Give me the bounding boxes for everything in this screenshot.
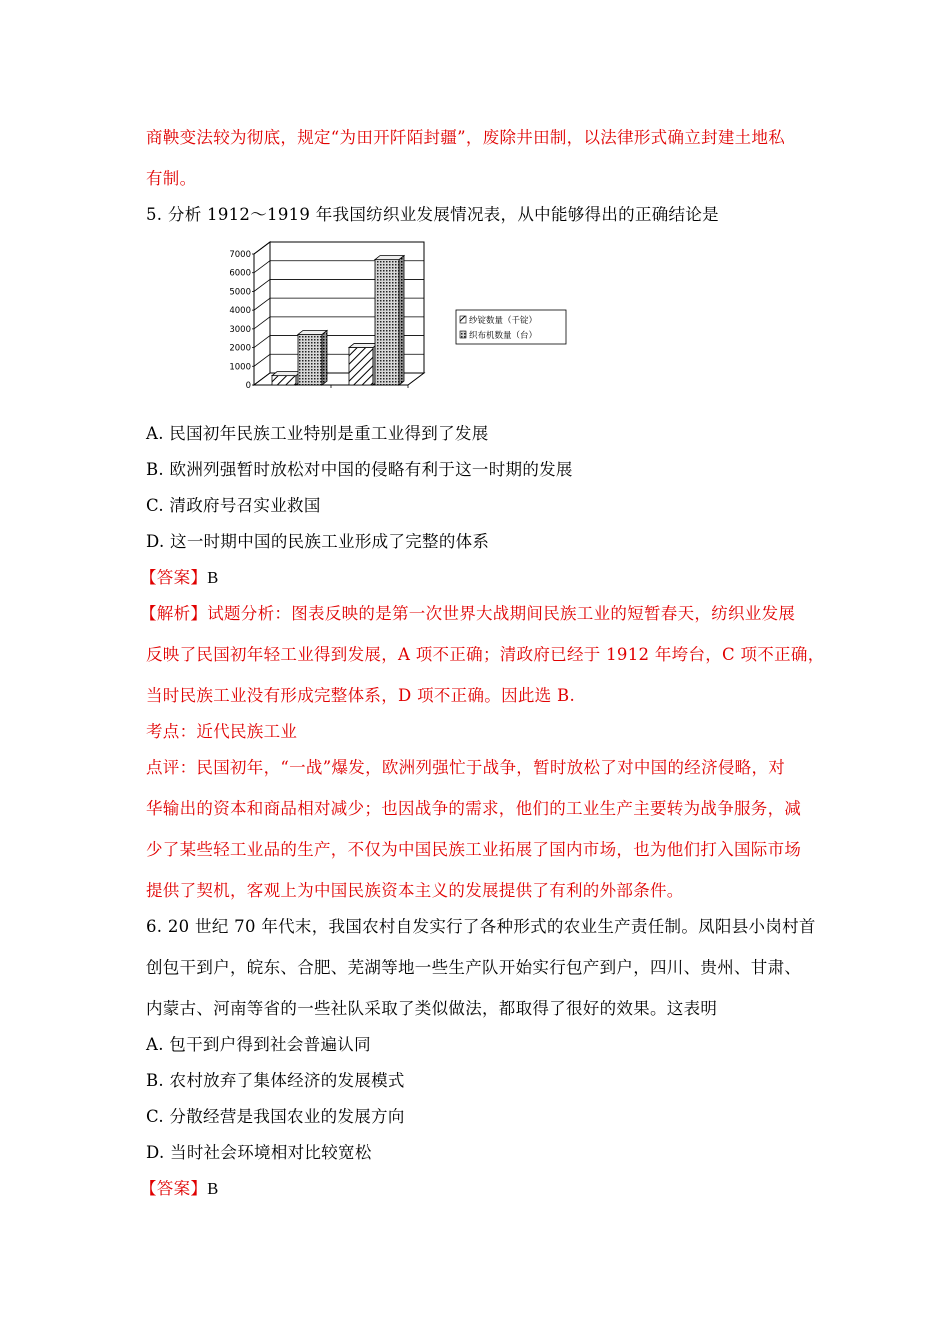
bar-top bbox=[375, 256, 404, 260]
bar-1912-s1 bbox=[298, 330, 327, 385]
q5-kaodian: 考点：近代民族工业 bbox=[146, 722, 298, 741]
analysis-tag: 【解析】 bbox=[140, 604, 208, 623]
y-tick-label: 7000 bbox=[229, 250, 251, 260]
q6-option-c: C. 分散经营是我国农业的发展方向 bbox=[146, 1107, 405, 1126]
answer-tag: 【答案】 bbox=[140, 1179, 208, 1198]
q6-answer: B bbox=[207, 1179, 219, 1198]
q6-option-b: B. 农村放弃了集体经济的发展模式 bbox=[146, 1071, 405, 1090]
q6-option-a: A. 包干到户得到社会普遍认同 bbox=[146, 1035, 371, 1054]
y-tick-label: 3000 bbox=[229, 324, 251, 335]
q5-option-d: D. 这一时期中国的民族工业形成了完整的体系 bbox=[146, 532, 490, 551]
chart-y-axis bbox=[229, 250, 254, 391]
q5-dianping-line-3: 少了某些轻工业品的生产，不仅为中国民族工业拓展了国内市场，也为他们打入国际市场 bbox=[146, 840, 802, 859]
legend-swatch bbox=[460, 316, 466, 323]
bar-1919-s1 bbox=[375, 256, 404, 385]
q5-option-b: B. 欧洲列强暂时放松对中国的侵略有利于这一时期的发展 bbox=[146, 460, 573, 479]
q5-answer: B bbox=[207, 568, 219, 587]
q5-option-c: C. 清政府号召实业救国 bbox=[146, 496, 321, 515]
legend-label: 织布机数量（台） bbox=[469, 331, 538, 341]
q5-dianping-line-1: 点评：民国初年，“一战”爆发，欧洲列强忙于战争，暂时放松了对中国的经济侵略，对 bbox=[146, 758, 786, 777]
y-tick-label: 5000 bbox=[229, 287, 251, 298]
y-tick-label: 6000 bbox=[229, 268, 251, 279]
textile-bar-chart bbox=[218, 240, 578, 400]
bar-side bbox=[399, 256, 404, 385]
q6-answer-row bbox=[140, 1179, 219, 1199]
q5-analysis-line-3: 当时民族工业没有形成完整体系，D 项不正确。因此选 B. bbox=[146, 686, 575, 705]
bar-top bbox=[298, 330, 327, 334]
answer-tag: 【答案】 bbox=[140, 568, 208, 587]
q6-stem-line-1: 6. 20 世纪 70 年代末，我国农村自发实行了各种形式的农业生产责任制。凤阳县小岗村首 bbox=[146, 917, 816, 936]
bar-front bbox=[349, 348, 373, 385]
legend-label: 纱锭数量（千锭） bbox=[469, 316, 538, 326]
bar-top bbox=[272, 372, 301, 376]
q5-dianping-line-4: 提供了契机，客观上为中国民族资本主义的发展提供了有利的外部条件。 bbox=[146, 881, 684, 900]
q6-stem-line-3: 内蒙古、河南等省的一些社队采取了类似做法，都取得了很好的效果。这表明 bbox=[146, 999, 718, 1018]
q5-analysis-line-2: 反映了民国初年轻工业得到发展，A 项不正确；清政府已经于 1912 年垮台，C 项不正确， bbox=[146, 645, 825, 664]
q4-analysis-line-2: 有制。 bbox=[146, 169, 197, 188]
q4-analysis-line-1: 商鞅变法较为彻底，规定“为田开阡陌封疆”，废除井田制，以法律形式确立封建土地私 bbox=[146, 128, 786, 147]
bar-front bbox=[298, 334, 322, 385]
q5-option-a: A. 民国初年民族工业特别是重工业得到了发展 bbox=[146, 424, 489, 443]
bar-front bbox=[375, 260, 399, 385]
q6-stem-line-2: 创包干到户，皖东、合肥、芜湖等地一些生产队开始实行包产到户，四川、贵州、甘肃、 bbox=[146, 958, 802, 977]
chart-legend bbox=[456, 310, 566, 344]
chart-side-wall bbox=[254, 242, 270, 385]
q5-dianping-line-2: 华输出的资本和商品相对减少；也因战争的需求，他们的工业生产主要转为战争服务，减 bbox=[146, 799, 802, 818]
q6-option-d: D. 当时社会环境相对比较宽松 bbox=[146, 1143, 372, 1162]
bar-top bbox=[349, 344, 378, 348]
y-tick-label: 2000 bbox=[229, 343, 251, 354]
y-tick-label: 1000 bbox=[229, 362, 251, 373]
q5-analysis-text-1: 试题分析：图表反映的是第一次世界大战期间民族工业的短暂春天，纺织业发展 bbox=[207, 604, 796, 623]
y-tick-label: 4000 bbox=[229, 306, 251, 317]
y-tick-label: 0 bbox=[245, 381, 251, 391]
bar-front bbox=[272, 376, 296, 385]
legend-swatch bbox=[460, 331, 466, 338]
q5-answer-row bbox=[140, 568, 219, 588]
q5-analysis-line-1 bbox=[140, 604, 795, 624]
bar-1912-s0 bbox=[272, 372, 301, 385]
q5-stem: 5. 分析 1912～1919 年我国纺织业发展情况表，从中能够得出的正确结论是 bbox=[146, 205, 719, 224]
bar-side bbox=[322, 330, 327, 385]
bar-1919-s0 bbox=[349, 344, 378, 385]
